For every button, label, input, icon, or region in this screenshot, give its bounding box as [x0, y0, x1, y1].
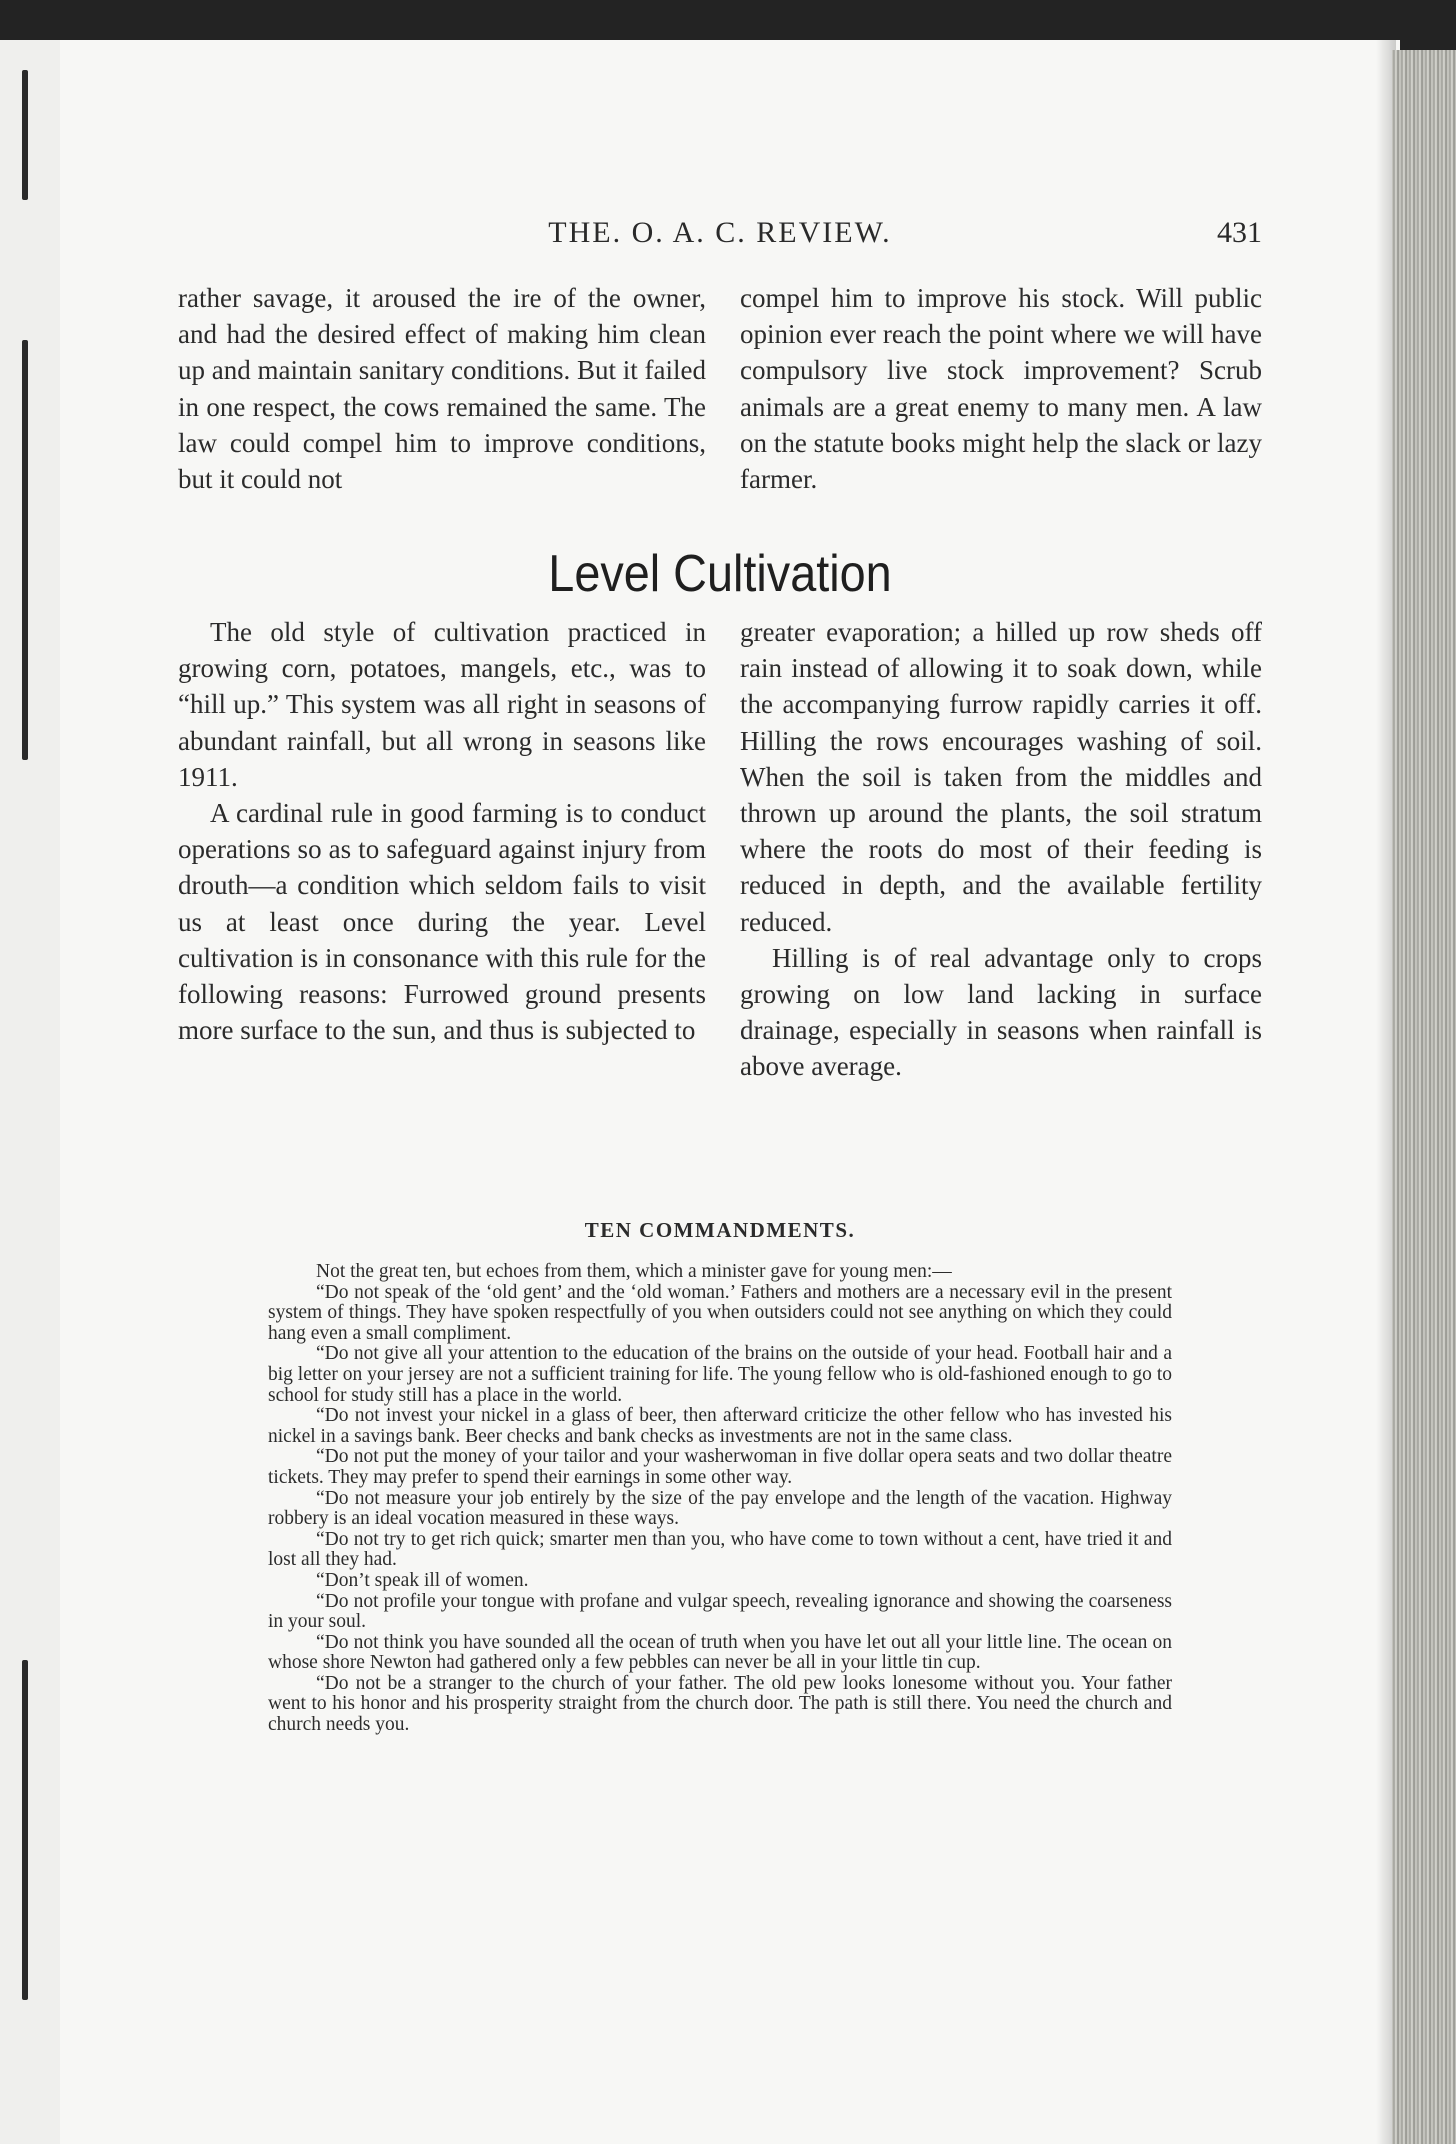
paragraph: “Do not profile your tongue with profane and vulgar speech, revealing ignorance and showing the coarseness in your soul. — [268, 1590, 1172, 1633]
paragraph: “Do not think you have sounded all the ocean of truth when you have let out all your little line. The ocean on whose shore Newton had gathered only a few pebbles can never be all in your little tin cup. — [268, 1631, 1172, 1674]
paragraph: Hilling is of real advantage only to crops growing on low land lacking in surface drainage, especially in seasons when rainfall is above average. — [740, 942, 1262, 1082]
paragraph: rather savage, it aroused the ire of the owner, and had the desired effect of making him clean up and maintain sanitary conditions. But it failed in one respect, the cows remained the same. The law could compel him to improve conditions, but it could not — [178, 283, 706, 495]
section-title: TEN COMMANDMENTS. — [584, 1218, 856, 1242]
paragraph: “Don’t speak ill of women. — [316, 1569, 529, 1591]
paragraph: “Do not measure your job entirely by the size of the pay envelope and the length of the vacation. Highway robbery is an ideal vocation measured in these ways. — [268, 1487, 1172, 1530]
paragraph: A cardinal rule in good farming is to conduct operations so as to safeguard against injury from drouth—a condition which seldom fails to visit us at least once during the year. Level cultivation is in consonance with this rule for the following reasons: Furrowed ground presents more surface to the sun, and thus is subjected to — [178, 798, 706, 1046]
binding-mark — [22, 340, 28, 760]
paragraph: “Do not speak of the ‘old gent’ and the ‘old woman.’ Fathers and mothers are a necessary evil in the present system of things. They have spoken respectfully of you when outsiders could not see anything on which they could hang even a small compliment. — [268, 1281, 1172, 1344]
continued-text-left-column — [178, 280, 706, 497]
paragraph: “Do not be a stranger to the church of your father. The old pew looks lonesome without you. Your father went to his honor and his prosperity straight from the church door. The path is still there. You need the church and church needs you. — [268, 1672, 1172, 1736]
paragraph: “Do not give all your attention to the education of the brains on the outside of your head. Football hair and a big letter on your jersey are not a sufficient training for life. The young fellow who is old-fashioned enough to go to school for study still has a place in the world. — [268, 1343, 1172, 1406]
article-title: Level Cultivation — [548, 545, 892, 603]
running-header — [178, 216, 1262, 260]
paragraph: The old style of cultivation practiced in growing corn, potatoes, mangels, etc., was to “hill up.” This system was all right in seasons of abundant rainfall, but all wrong in seasons like 1911. — [178, 617, 706, 792]
commandments-text — [268, 1262, 1172, 1736]
facing-page-edge — [0, 40, 62, 2144]
page-number: 431 — [1217, 216, 1262, 249]
article-right-column — [740, 614, 1262, 1085]
binding-mark — [22, 1660, 28, 2000]
continued-text-right-column — [740, 280, 1262, 497]
paragraph: “Do not put the money of your tailor and your washerwoman in five dollar opera seats and two dollar theatre tickets. They may prefer to spend their earnings in some other way. — [268, 1446, 1172, 1488]
book-page-stack-edge — [1392, 50, 1456, 2144]
paragraph: Not the great ten, but echoes from them, which a minister gave for young men:— — [316, 1261, 952, 1282]
paragraph: greater evaporation; a hilled up row sheds off rain instead of allowing it to soak down, while the accompanying furrow rapidly carries it off. Hilling the rows encourages washing of soil. When the soil is taken from the middles and thrown up around the plants, the soil stratum where the roots do most of their feeding is reduced in depth, and the available fertility reduced. — [740, 617, 1262, 937]
paragraph: “Do not invest your nickel in a glass of beer, then afterward criticize the other fellow who has invested his nickel in a savings bank. Beer checks and bank checks as investments are not in the same class. — [268, 1405, 1172, 1447]
paragraph: “Do not try to get rich quick; smarter men than you, who have come to town without a cent, have tried it and lost all they had. — [268, 1528, 1172, 1571]
article-left-column — [178, 614, 706, 1048]
paragraph: compel him to improve his stock. Will public opinion ever reach the point where we will have compulsory live stock improvement? Scrub animals are a great enemy to many men. A law on the statute books might help the slack or lazy farmer. — [740, 283, 1262, 495]
journal-title: THE. O. A. C. REVIEW. — [548, 216, 892, 249]
binding-mark — [22, 70, 28, 200]
